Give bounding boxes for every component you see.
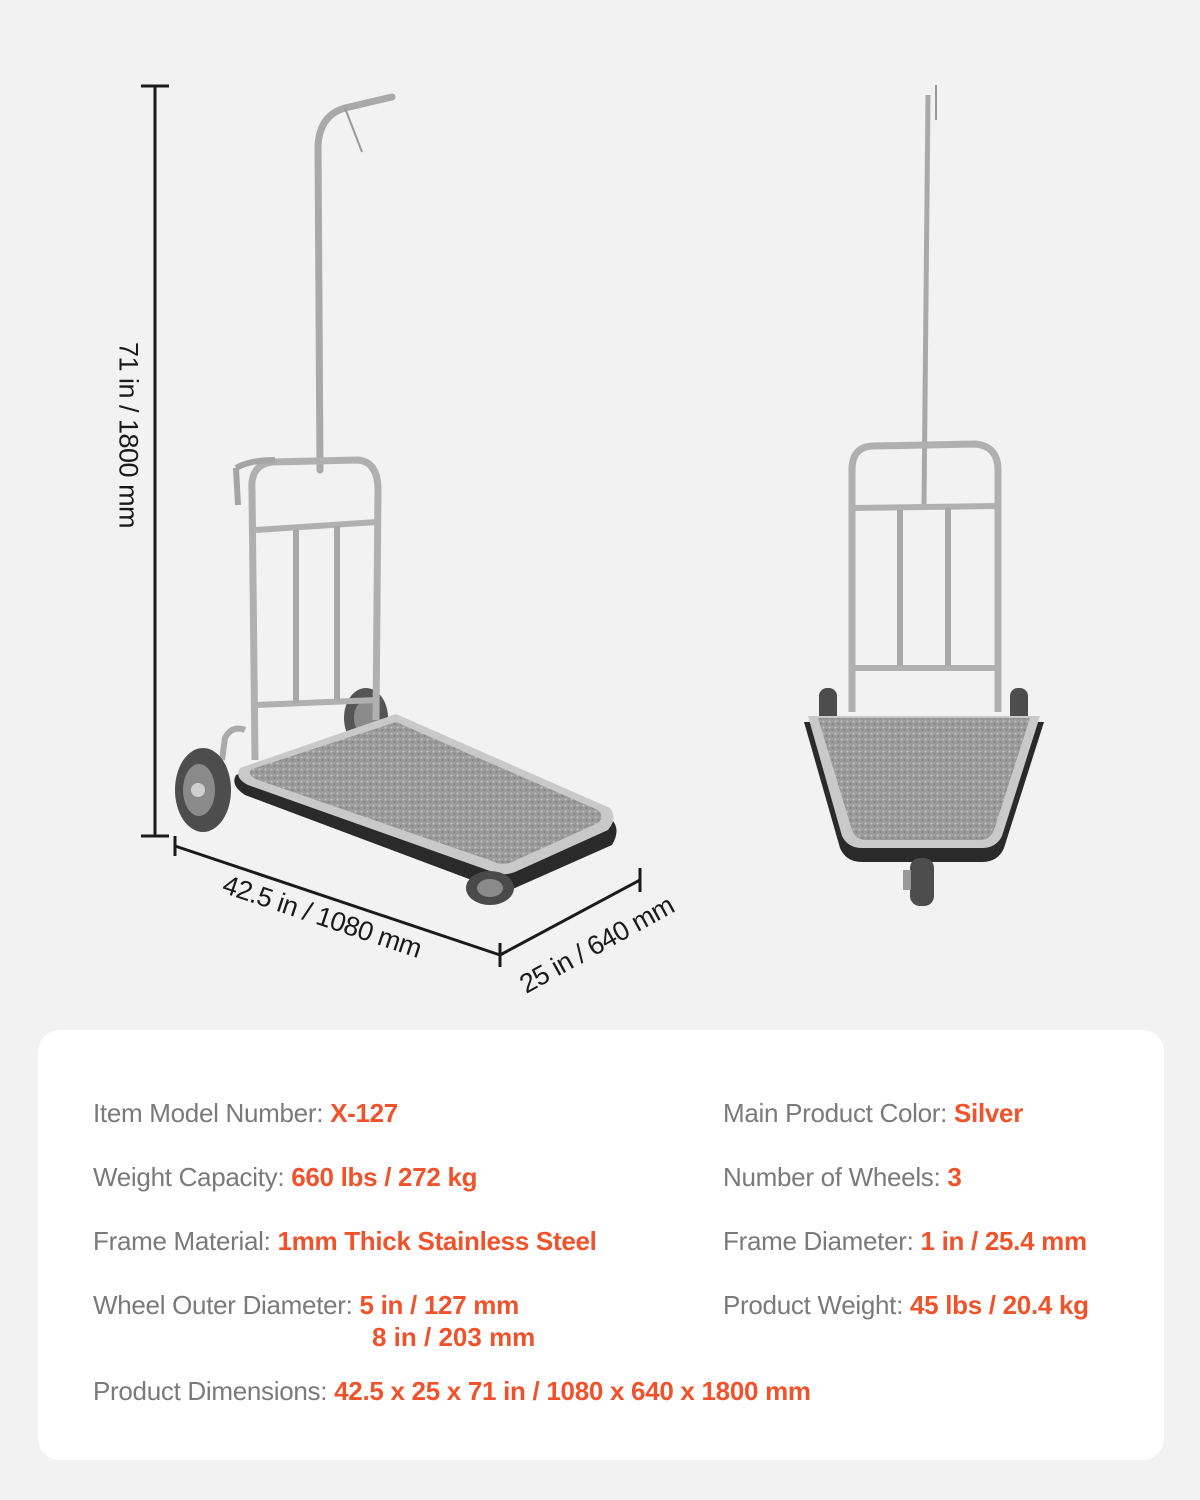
spec-model — [93, 1098, 398, 1129]
height-dimension-line — [141, 86, 169, 836]
spec-value: 3 — [947, 1162, 962, 1192]
width-dimension-label: 25 in / 640 mm — [514, 889, 680, 1000]
spec-value: X-127 — [330, 1098, 398, 1128]
spec-label: Frame Material: — [93, 1226, 271, 1256]
spec-label: Number of Wheels: — [723, 1162, 941, 1192]
spec-value: 1 in / 25.4 mm — [920, 1226, 1087, 1256]
spec-material — [93, 1226, 597, 1257]
spec-label: Frame Diameter: — [723, 1226, 914, 1256]
spec-wheel-diameter — [93, 1290, 519, 1321]
height-dimension-label: 71 in / 1800 mm — [113, 341, 144, 529]
spec-capacity — [93, 1162, 477, 1193]
spec-label: Item Model Number: — [93, 1098, 324, 1128]
length-dimension-label: 42.5 in / 1080 mm — [218, 869, 426, 964]
trolley-side-view — [175, 97, 617, 905]
spec-value: 5 in / 127 mm — [359, 1290, 519, 1320]
spec-wheel-diameter-second-value: 8 in / 203 mm — [372, 1322, 536, 1352]
spec-label: Product Weight: — [723, 1290, 904, 1320]
spec-wheels — [723, 1162, 962, 1193]
spec-label: Weight Capacity: — [93, 1162, 285, 1192]
spec-label: Wheel Outer Diameter: — [93, 1290, 353, 1320]
spec-dimensions — [93, 1376, 811, 1407]
spec-value: 45 lbs / 20.4 kg — [909, 1290, 1089, 1320]
spec-frame-diameter — [723, 1226, 1087, 1257]
trolley-front-view — [804, 85, 1044, 906]
spec-value: 1mm Thick Stainless Steel — [277, 1226, 597, 1256]
spec-label: Product Dimensions: — [93, 1376, 328, 1406]
spec-color — [723, 1098, 1023, 1129]
specs-card — [38, 1030, 1164, 1460]
spec-value: 42.5 x 25 x 71 in / 1080 x 640 x 1800 mm — [334, 1376, 811, 1406]
spec-label: Main Product Color: — [723, 1098, 948, 1128]
spec-product-weight — [723, 1290, 1089, 1321]
spec-value: 660 lbs / 272 kg — [291, 1162, 478, 1192]
spec-value: Silver — [954, 1098, 1024, 1128]
